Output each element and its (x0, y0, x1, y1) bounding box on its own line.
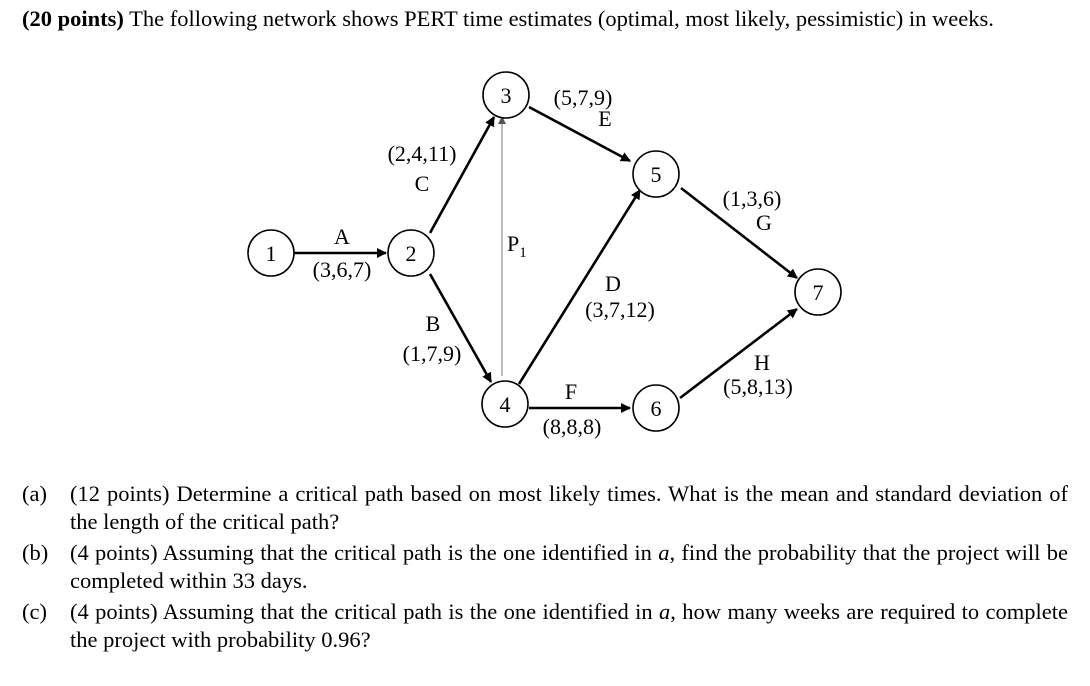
node-1-label: 1 (265, 241, 277, 266)
question-c (22, 598, 1068, 654)
node-7-label: 7 (812, 280, 824, 305)
node-3-label: 3 (500, 83, 512, 108)
question-a-letter: (a) (22, 481, 47, 506)
question-b-letter: (b) (22, 540, 49, 565)
activity-D-times: (3,7,12) (585, 297, 655, 322)
node-2-label: 2 (405, 241, 417, 266)
node-5 (633, 151, 679, 197)
question-c-ref: a (659, 599, 671, 624)
intro-text: The following network shows PERT time estimates (optimal, most likely, pessimistic) in weeks. (123, 6, 994, 31)
activity-A-times: (3,6,7) (312, 257, 372, 282)
activity-G-name: G (756, 210, 772, 235)
activity-G-times: (1,3,6) (722, 186, 782, 211)
question-c-text-pre: (4 points) Assuming that the critical path is the one identified in (70, 599, 660, 624)
activity-B-name: B (425, 311, 441, 336)
node-6 (633, 385, 679, 431)
question-c-text-post: , how many weeks are required to complete the project with probability 0.96? (70, 599, 1068, 652)
activity-P1-label: $P_1$ (507, 231, 527, 261)
points-label: (20 points) (22, 6, 124, 31)
question-b-text-post: , find the probability that the project will be completed within 33 days. (70, 540, 1068, 593)
activity-H-name: H (754, 350, 770, 375)
question-b-ref: a (658, 540, 670, 565)
activity-F-name: F (564, 379, 578, 404)
node-6-label: 6 (650, 396, 662, 421)
activity-P1-subscript: 1 (519, 245, 527, 261)
activity-B-times: (1,7,9) (402, 341, 462, 366)
node-5-label: 5 (650, 162, 662, 187)
activity-D-name: D (605, 271, 621, 296)
node-4-label: 4 (499, 392, 511, 417)
activity-F-times: (8,8,8) (542, 414, 602, 439)
question-a-text: (12 points) Determine a critical path based on most likely times. What is the mean and standard deviation of the length of the critical path? (70, 481, 1068, 534)
activity-A-name: A (334, 224, 350, 249)
question-c-letter: (c) (22, 599, 47, 624)
node-7 (795, 269, 841, 315)
activity-E-times: (5,7,9) (553, 85, 613, 110)
activity-E-name: E (598, 106, 612, 131)
question-b (22, 539, 1068, 595)
node-3 (483, 72, 529, 118)
node-2 (388, 230, 434, 276)
activity-C-times: (2,4,11) (387, 141, 457, 166)
activity-H-times: (5,8,13) (723, 374, 793, 399)
activity-C-name: C (414, 171, 430, 196)
node-1 (248, 230, 294, 276)
edge-E (529, 107, 630, 161)
node-4 (482, 381, 528, 427)
question-a (22, 480, 1068, 536)
question-list (22, 480, 1068, 657)
edge-D (519, 190, 640, 384)
question-b-text-pre: (4 points) Assuming that the critical path is the one identified in (70, 540, 659, 565)
edge-C (430, 117, 494, 233)
